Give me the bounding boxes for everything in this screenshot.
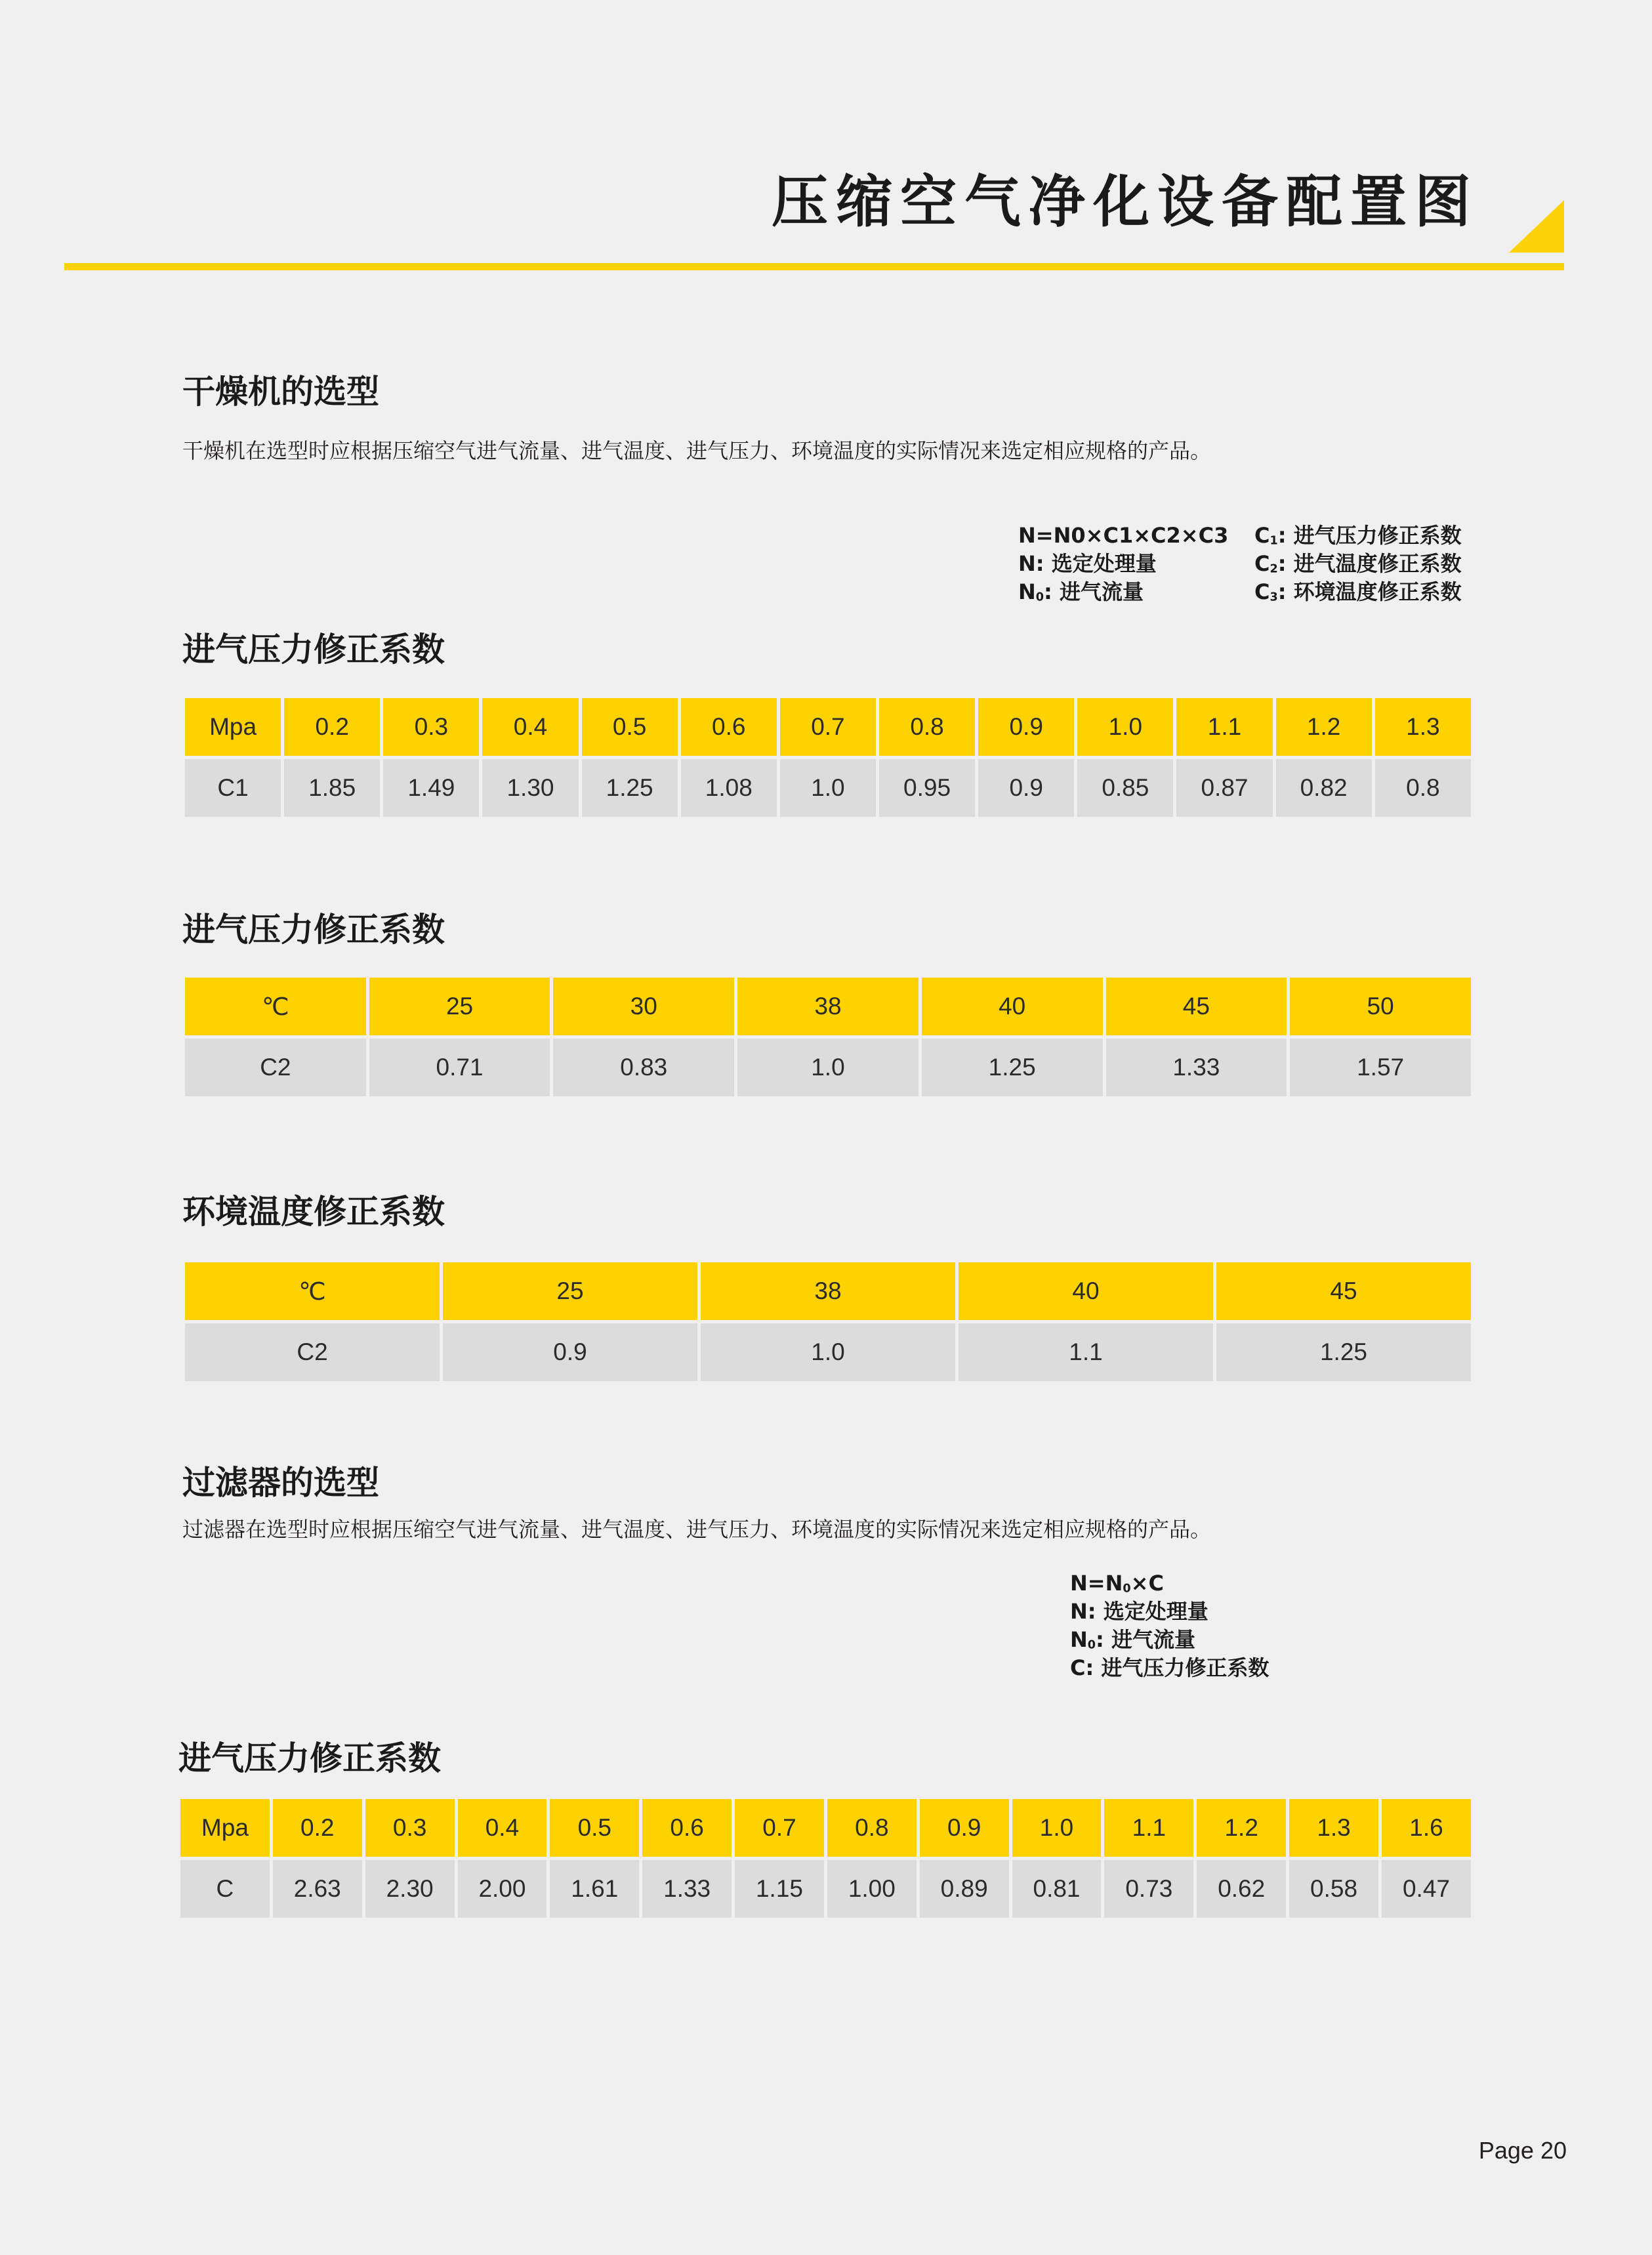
value-cell: 1.25 [1216, 1323, 1471, 1381]
header-cell: 1.6 [1382, 1799, 1471, 1857]
title-underline [64, 263, 1564, 270]
header-cell: 25 [369, 978, 550, 1035]
header-cell: 0.6 [681, 698, 777, 756]
dryer-formula-c2: $C_2$: 进气温度修正系数 [1254, 551, 1462, 576]
dryer-formula-left [1018, 522, 1228, 606]
value-cell: 2.30 [365, 1860, 455, 1918]
value-cell: 0.85 [1077, 759, 1173, 817]
value-cell: 1.15 [735, 1860, 824, 1918]
header-cell: 0.2 [273, 1799, 362, 1857]
value-cell: 1.33 [642, 1860, 732, 1918]
value-cell: 1.25 [582, 759, 678, 817]
value-cell: 0.9 [978, 759, 1074, 817]
value-cell: 2.00 [458, 1860, 547, 1918]
header-cell: 0.4 [482, 698, 578, 756]
ambient-temperature-table [182, 1259, 1474, 1384]
dryer-description: 干燥机在选型时应根据压缩空气进气流量、进气温度、进气压力、环境温度的实际情况来选定相应规格的产品。 [182, 438, 1212, 463]
table-row [185, 1323, 1471, 1381]
header-cell: 0.9 [978, 698, 1074, 756]
header-cell: 1.1 [1176, 698, 1272, 756]
dryer-section-heading: 干燥机的选型 [182, 373, 379, 411]
header-cell: 0.6 [642, 1799, 732, 1857]
value-cell: 1.0 [701, 1323, 955, 1381]
header-cell: 1.2 [1197, 1799, 1286, 1857]
value-cell: 1.33 [1106, 1039, 1287, 1096]
table-row [180, 1799, 1471, 1857]
value-cell: 0.82 [1276, 759, 1372, 817]
dryer-formula-c3: $C_3$: 环境温度修正系数 [1254, 579, 1462, 604]
header-cell: ℃ [185, 1262, 440, 1320]
value-cell: 1.30 [482, 759, 578, 817]
value-cell: 1.1 [959, 1323, 1213, 1381]
value-cell: C [180, 1860, 270, 1918]
value-cell: 0.58 [1289, 1860, 1378, 1918]
value-cell: 0.71 [369, 1039, 550, 1096]
value-cell: 1.08 [681, 759, 777, 817]
value-cell: 1.0 [737, 1039, 919, 1096]
table-row [185, 698, 1471, 756]
filter-formula [1070, 1569, 1269, 1682]
table2-heading: 进气压力修正系数 [182, 911, 445, 949]
value-cell: C2 [185, 1323, 440, 1381]
value-cell: 1.25 [922, 1039, 1103, 1096]
table3-heading: 环境温度修正系数 [182, 1193, 445, 1231]
header-cell: 0.4 [458, 1799, 547, 1857]
header-cell: Mpa [185, 698, 281, 756]
header-cell: 0.8 [879, 698, 975, 756]
value-cell: 1.0 [780, 759, 876, 817]
header-cell: 38 [737, 978, 919, 1035]
value-cell: C2 [185, 1039, 366, 1096]
header-cell: 30 [553, 978, 734, 1035]
value-cell: 0.83 [553, 1039, 734, 1096]
filter-section-heading: 过滤器的选型 [182, 1464, 379, 1502]
value-cell: 0.62 [1197, 1860, 1286, 1918]
header-cell: Mpa [180, 1799, 270, 1857]
table-row [185, 759, 1471, 817]
value-cell: 0.47 [1382, 1860, 1471, 1918]
header-cell: 40 [959, 1262, 1213, 1320]
value-cell: 1.57 [1290, 1039, 1471, 1096]
header-cell: 1.3 [1289, 1799, 1378, 1857]
filter-formula-c: C: 进气压力修正系数 [1070, 1655, 1270, 1680]
corner-triangle-decoration [1509, 200, 1564, 253]
value-cell: 2.63 [273, 1860, 362, 1918]
value-cell: 0.95 [879, 759, 975, 817]
filter-pressure-table [177, 1796, 1474, 1921]
table-row [185, 1039, 1471, 1096]
header-cell: 0.5 [550, 1799, 639, 1857]
header-cell: 40 [922, 978, 1103, 1035]
header-cell: 0.7 [780, 698, 876, 756]
header-cell: 45 [1106, 978, 1287, 1035]
header-cell: 45 [1216, 1262, 1471, 1320]
header-cell: 50 [1290, 978, 1471, 1035]
header-cell: ℃ [185, 978, 366, 1035]
table-row [185, 978, 1471, 1035]
header-cell: 0.5 [582, 698, 678, 756]
value-cell: 0.81 [1012, 1860, 1102, 1918]
inlet-temperature-table [182, 974, 1474, 1100]
header-cell: 38 [701, 1262, 955, 1320]
value-cell: 0.87 [1176, 759, 1272, 817]
filter-formula-n0: $N_0$: 进气流量 [1070, 1627, 1195, 1652]
header-cell: 1.0 [1077, 698, 1173, 756]
dryer-formula-c1: $C_1$: 进气压力修正系数 [1254, 523, 1462, 548]
header-cell: 1.3 [1375, 698, 1471, 756]
header-cell: 1.0 [1012, 1799, 1102, 1857]
header-cell: 0.2 [284, 698, 380, 756]
page-title: 压缩空气净化设备配置图 [772, 169, 1479, 235]
filter-formula-main: $N=N_0\times C$ [1070, 1571, 1164, 1596]
value-cell: 1.85 [284, 759, 380, 817]
header-cell: 0.7 [735, 1799, 824, 1857]
dryer-formula-n: N: 选定处理量 [1018, 551, 1157, 576]
header-cell: 0.3 [383, 698, 479, 756]
value-cell: 0.73 [1104, 1860, 1193, 1918]
value-cell: 1.61 [550, 1860, 639, 1918]
filter-formula-n: N: 选定处理量 [1070, 1599, 1208, 1624]
value-cell: 0.8 [1375, 759, 1471, 817]
table1-heading: 进气压力修正系数 [182, 631, 445, 669]
dryer-formula-main: N=N0×C1×C2×C3 [1018, 523, 1229, 548]
header-cell: 0.8 [827, 1799, 917, 1857]
filter-description: 过滤器在选型时应根据压缩空气进气流量、进气温度、进气压力、环境温度的实际情况来选定相应规格的产品。 [182, 1517, 1212, 1542]
header-cell: 0.9 [920, 1799, 1009, 1857]
value-cell: 1.49 [383, 759, 479, 817]
header-cell: 0.3 [365, 1799, 455, 1857]
table-row [185, 1262, 1471, 1320]
table4-heading: 进气压力修正系数 [178, 1739, 441, 1777]
header-cell: 1.2 [1276, 698, 1372, 756]
value-cell: 0.9 [443, 1323, 697, 1381]
dryer-formula-n0: $N_0$: 进气流量 [1018, 579, 1144, 604]
header-cell: 1.1 [1104, 1799, 1193, 1857]
header-cell: 25 [443, 1262, 697, 1320]
value-cell: C1 [185, 759, 281, 817]
inlet-pressure-table [182, 695, 1474, 820]
table-row [180, 1860, 1471, 1918]
page-number: Page 20 [1478, 2137, 1567, 2164]
dryer-formula-right [1254, 522, 1462, 606]
value-cell: 1.00 [827, 1860, 917, 1918]
value-cell: 0.89 [920, 1860, 1009, 1918]
